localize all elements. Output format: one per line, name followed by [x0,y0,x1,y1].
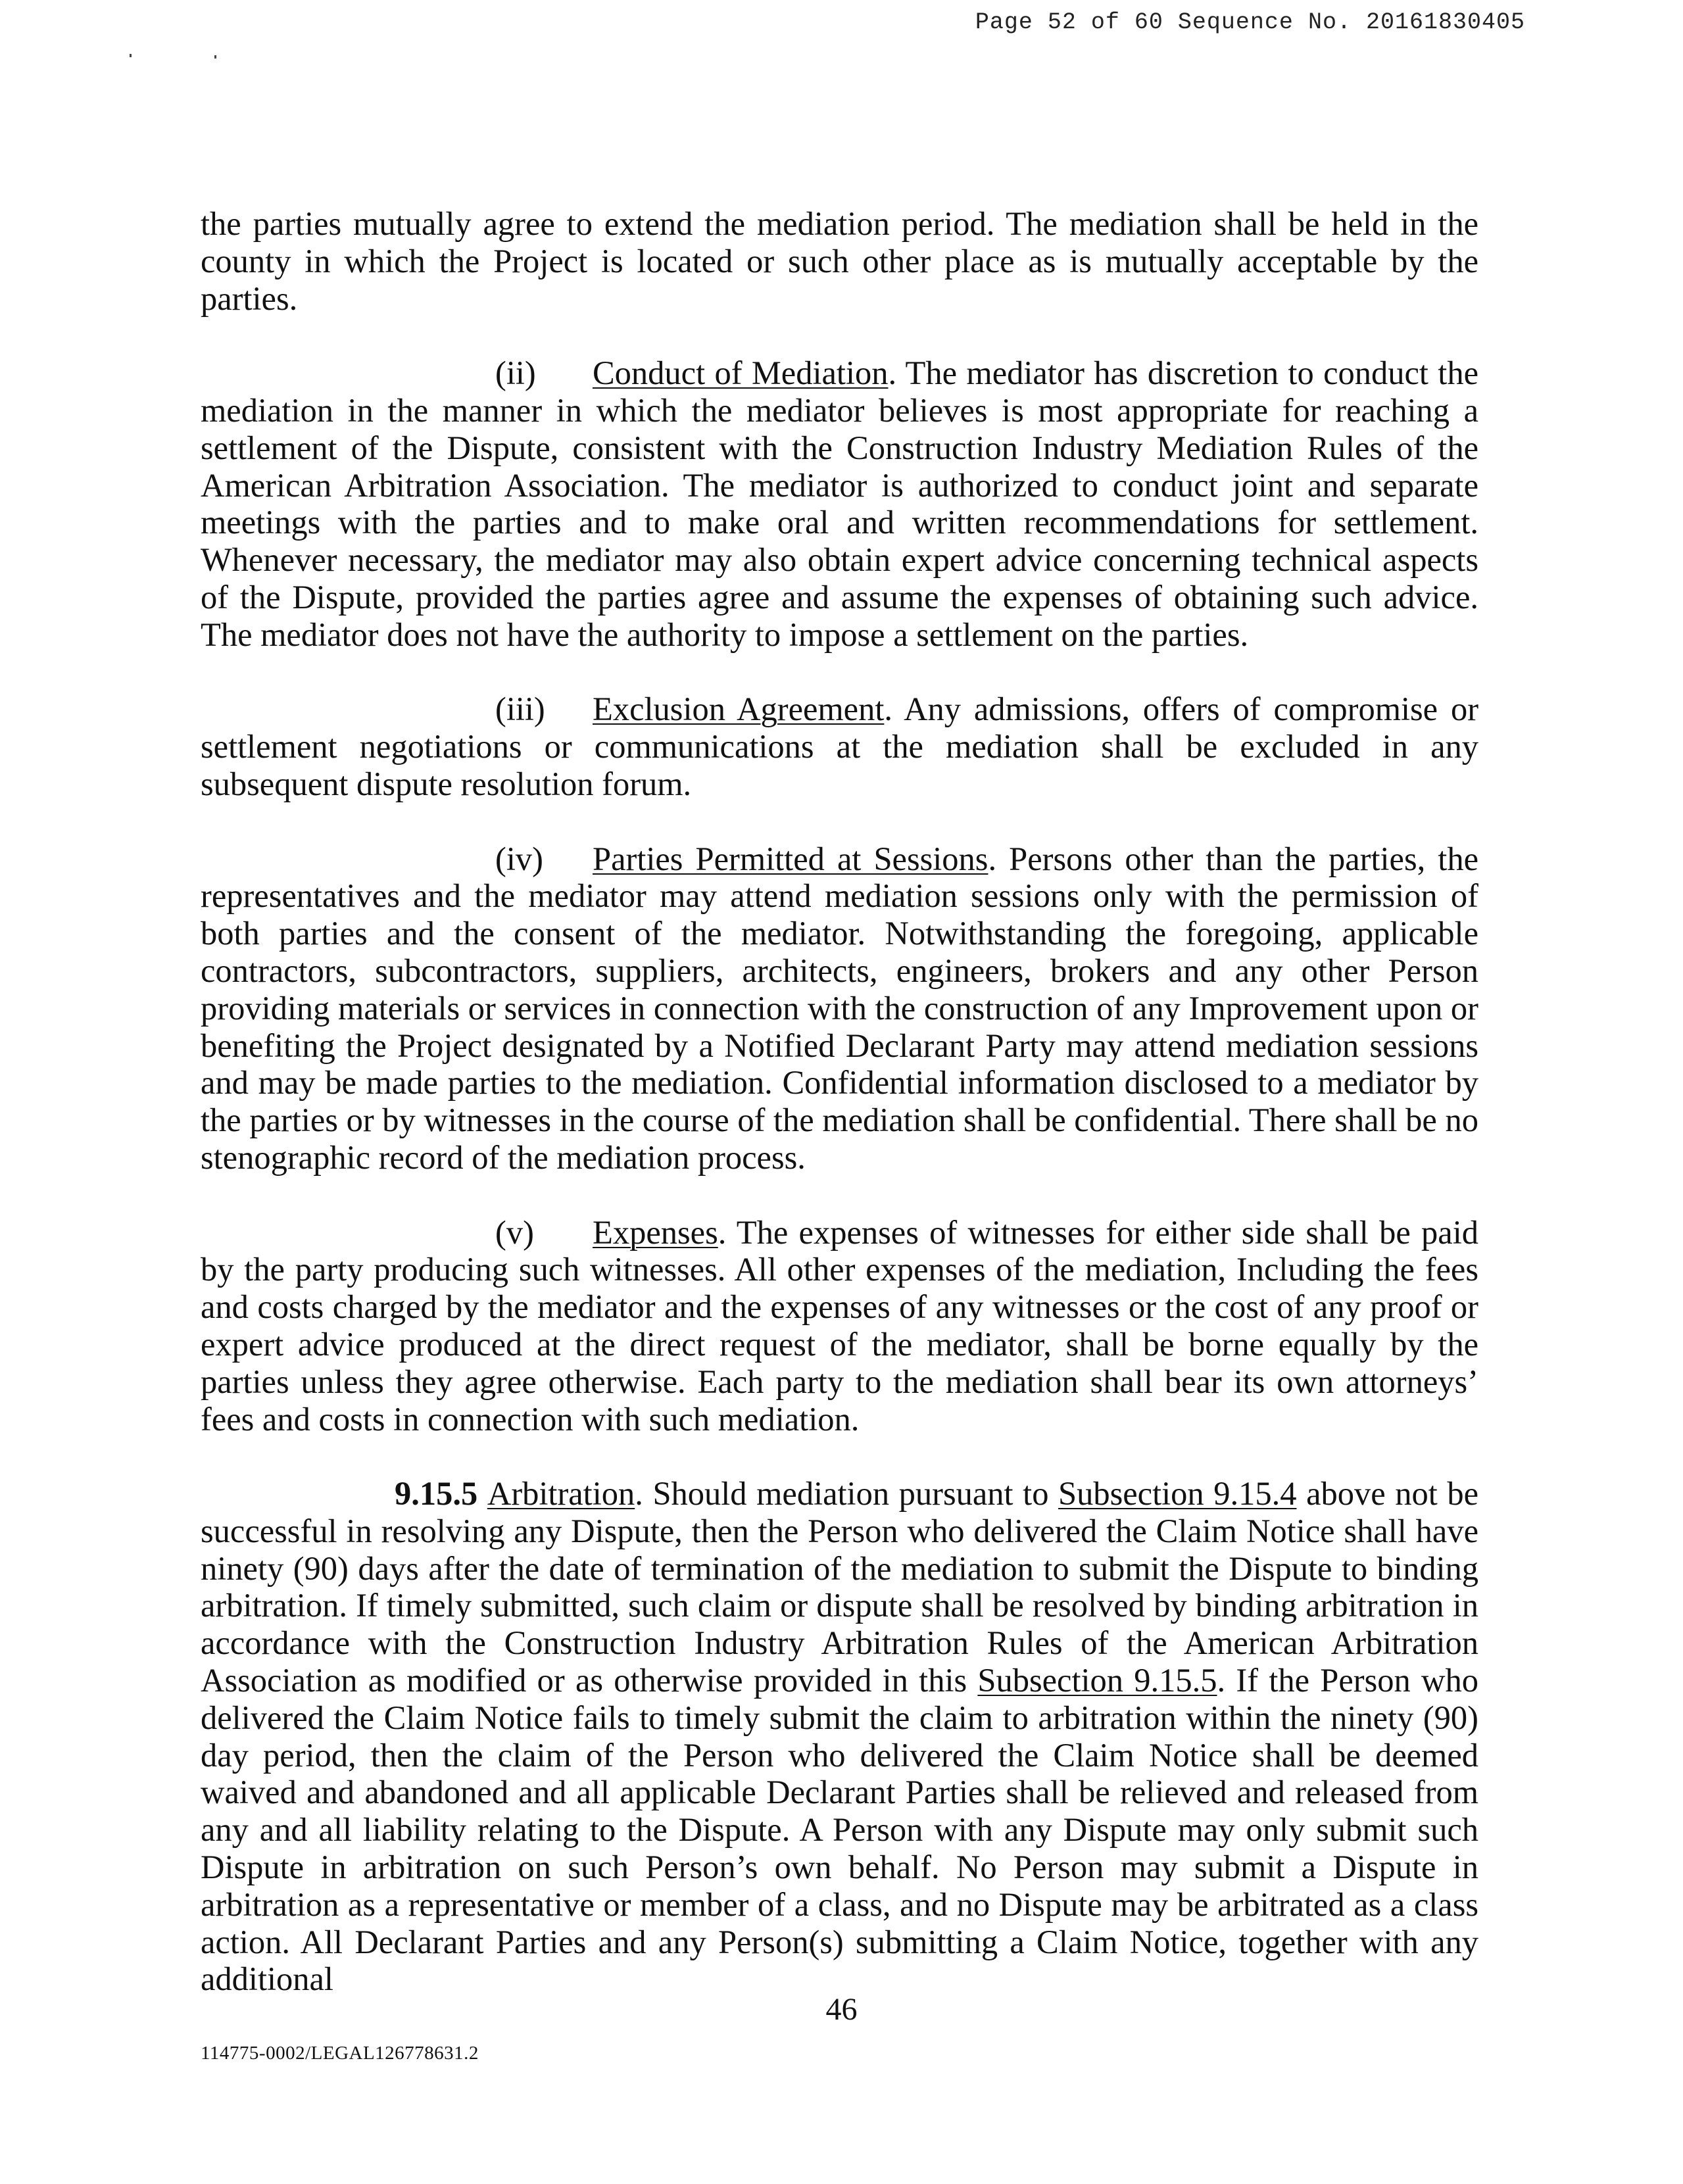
subsection-number: (v) [495,1213,534,1251]
paragraph-text: . The expenses of witnesses for either side shall be paid by the party producing such witnesses. All other expenses of the mediation, Including the fees and costs charged by the mediator and the expenses of any witnesses or the cost of any proof or expert advice produced at the direct request of the mediator, shall be borne equally by the parties unless they agree otherwise. Each party to the mediation shall bear its own attorneys’ fees and costs in connection with such mediation. [201,1213,1478,1438]
document-id: 114775-0002/LEGAL126778631.2 [201,2043,479,2064]
paragraph-text: . The mediator has discretion to conduct the mediation in the manner in which the mediator believes is most appropriate for reaching a settlement of the Dispute, consistent with the Construction Industry Mediation Rules of the American Arbitration Association. The mediator is authorized to conduct joint and separate meetings with the parties and to make oral and written recommendations for settlement. Whenever necessary, the mediator may also obtain expert advice concerning technical aspects of the Dispute, provided the parties agree and assume the expenses of obtaining such advice. The mediator does not have the authority to impose a settlement on the parties. [201,354,1478,653]
paragraph-text: the parties mutually agree to extend the mediation period. The mediation shall be held in the county in which the Project is located or such other place as is mutually acceptable by the parties. [201,205,1478,317]
paragraph-text: . Any admissions, offers of compromise or settlement negotiations or communications at the mediation shall be excluded in any subsequent dispute resolution forum. [201,691,1479,802]
subsection-number: (iv) [495,840,543,877]
subsection-title: Expenses [593,1213,718,1251]
paragraph-text: . Persons other than the parties, the representatives and the mediator may attend mediation sessions only with the permission of both parties and the consent of the mediator. Notwithstanding the foregoing, applicable contractors, subcontractors, suppliers, architects, engineers, brokers and any other Person providing materials or services in connection with the construction of any Improvement upon or benefiting the Project designated by a Notified Declarant Party may attend mediation sessions and may be made parties to the mediation. Confidential information disclosed to a mediator by the parties or by witnesses in the course of the mediation shall be confidential. There shall be no stenographic record of the mediation process. [201,840,1479,1176]
subsection-title: Conduct of Mediation [593,354,889,392]
subsection-parties-permitted [201,840,1478,1177]
paragraph-text: . If the Person who delivered the Claim Notice fails to timely submit the claim to arbitration within the ninety (90) day period, then the claim of the Person who delivered the Claim Notice shall be deemed waived and abandoned and all applicable Declarant Parties shall be relieved and released from any and all liability relating to the Dispute. A Person with any Dispute may only submit such Dispute in arbitration on such Person’s own behalf. No Person may submit a Dispute in arbitration as a representative or member of a class, and no Dispute may be arbitrated as a class action. All Declarant Parties and any Person(s) submitting a Claim Notice, together with any additional [201,1662,1478,1998]
paragraph-text: above not be successful in resolving any Dispute, then the Person who delivered the Claim Notice shall have ninety (90) days after the date of termination of the mediation to submit the Dispute to binding arbitration. If timely submitted, such claim or dispute shall be resolved by binding arbitration in accordance with the Construction Industry Arbitration Rules of the American Arbitration Association as modified or as otherwise provided in this [201,1475,1479,1699]
cross-reference: Subsection 9.15.4 [1058,1475,1297,1513]
section-number: 9.15.5 [395,1475,478,1513]
document-body [201,205,1478,1998]
page-sequence-stamp: Page 52 of 60 Sequence No. 20161830405 [975,9,1525,36]
paragraph-continuation [201,205,1478,317]
paragraph-text: . Should mediation pursuant to [635,1475,1059,1513]
subsection-exclusion-agreement [201,691,1478,802]
subsection-number: (iii) [495,691,545,728]
subsection-conduct-of-mediation [201,354,1478,653]
section-title: Arbitration [487,1475,635,1513]
scan-speck [130,54,132,57]
cross-reference: Subsection 9.15.5 [977,1662,1217,1699]
subsection-number: (ii) [495,354,536,392]
subsection-title: Exclusion Agreement [593,691,885,728]
section-arbitration [201,1475,1478,1998]
subsection-title: Parties Permitted at Sessions [593,840,988,877]
scan-speck [214,55,216,59]
page-number: 46 [825,1992,858,2027]
subsection-expenses [201,1214,1478,1438]
